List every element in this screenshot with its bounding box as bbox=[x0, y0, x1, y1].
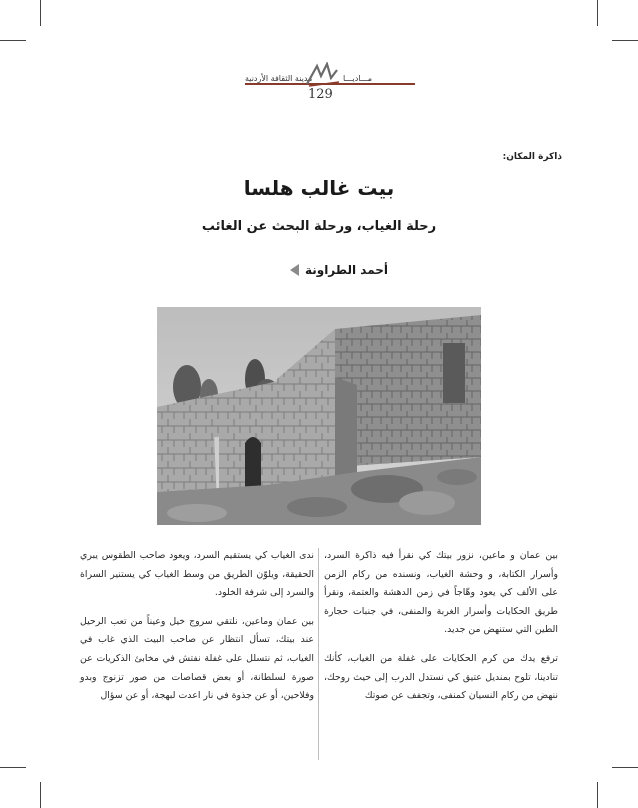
crop-mark bbox=[40, 782, 41, 808]
article-title: بيت غالب هلسا bbox=[243, 176, 395, 200]
crop-mark bbox=[40, 0, 41, 26]
article-subtitle: رحلة الغياب، ورحلة البحث عن الغائب bbox=[201, 219, 437, 234]
author-name: أحمد الطراونة bbox=[304, 263, 388, 277]
crop-mark bbox=[0, 40, 26, 41]
article-column-left bbox=[80, 547, 314, 716]
crop-mark bbox=[597, 782, 598, 808]
paragraph: ندى الغياب كي يستقيم السرد، ويعود صاحب الطقوس يبري الحقيقة، ويلوّن الطريق من وسط الغياب كي يستنير السراة والسرد إلى شرفة الخلود. bbox=[80, 550, 314, 599]
crop-mark bbox=[612, 40, 638, 41]
magazine-logo bbox=[303, 62, 343, 88]
crop-mark bbox=[0, 767, 26, 768]
page-number: 129 bbox=[308, 87, 333, 102]
column-divider bbox=[318, 548, 319, 760]
crop-mark bbox=[597, 0, 598, 26]
header-city-title: مدينة الثقافة الأردنية bbox=[245, 74, 313, 83]
paragraph: بين عمان وماعين، نلتقي سروج خيل وعيناً من تعب الرحيل عند بيتك، تسأل انتظار عن صاحب البيت الذي غاب في الغياب، ثم نتسلل على غفلة نفتش في مخابئ الذكريات عن صورة لسلطانة، أو بعض قصاصات من صور تزنوج وبدو وفلاحين، أو عن جذوة في نار اعدت لبهجة، أو عن سؤال bbox=[80, 615, 314, 702]
author-byline bbox=[290, 263, 388, 277]
article-photo bbox=[157, 307, 481, 525]
page-header bbox=[215, 62, 415, 106]
header-magazine-name: مـــاديـــا bbox=[343, 74, 373, 83]
paragraph: بين عمان و ماعين، نزور بيتك كي نقرأ فيه ذاكرة السرد، وأسرار الكتابة، و وحشة الغياب، ونسنده من ركام الزمن على الألف كي يعود وهّاجاً في زمن الدهشة والعتمة، ونقرأ طريق الحكايات وأسرار الغربة والمنفى، في جنبات حجارة الطين التي ستنهض من جديد. bbox=[324, 550, 558, 636]
article-column-right bbox=[324, 547, 558, 716]
paragraph: ترفع يدك من كرم الحكايات على غفلة من الغياب، كأنك تنادينا، تلوح بمنديل عتيق كي نستدل الدرب إلى حيث روحك، ننهض من ركام النسيان كمنفى، وتجفف عن صوتك bbox=[324, 652, 558, 702]
crop-mark bbox=[612, 767, 638, 768]
stone-house-image bbox=[157, 307, 481, 525]
section-kicker: ذاكرة المكان: bbox=[502, 152, 562, 162]
byline-arrow-icon bbox=[290, 264, 299, 276]
